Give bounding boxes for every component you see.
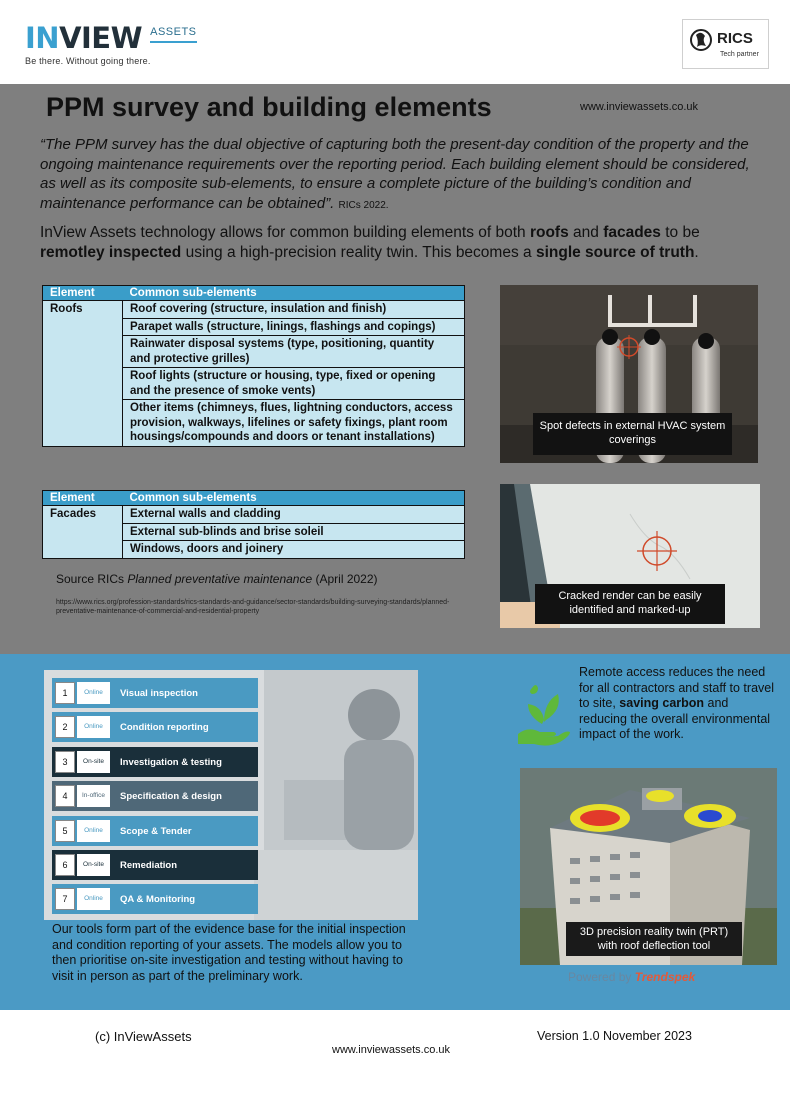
footer-version: Version 1.0 November 2023 [537,1029,692,1043]
rics-badge [682,19,769,69]
source-citation: Source RICs Planned preventative maintenance (April 2022) [56,572,378,586]
eco-hand-leaf-icon [514,680,574,748]
sub-element-cell: External sub-blinds and brise soleil [123,523,465,541]
element-cell: Roofs [43,301,123,447]
rics-sub: Tech partner [720,51,759,58]
column-header: Common sub-elements [123,286,465,301]
website-link-top[interactable]: www.inviewassets.co.uk [580,101,698,113]
photo-caption: Spot defects in external HVAC system coverings [533,413,732,455]
logo-wordmark: INVIEW [25,21,143,55]
footer-copyright: (c) InViewAssets [95,1029,192,1044]
source-url[interactable]: https://www.rics.org/profession-standards/rics-standards-and-guidance/sector-standards/building-surveying-standards/planned-preventative-maintenance-of-commercial-and-residential-property [56,599,450,615]
process-steps-panel [44,670,418,920]
rics-name: RICS [717,30,753,47]
process-step: 2 Online Condition reporting [52,712,258,742]
table-header-row [43,491,465,506]
column-header: Common sub-elements [123,491,465,506]
page-title: PPM survey and building elements [46,92,492,122]
table-row [43,301,465,319]
process-step: 5 Online Scope & Tender [52,816,258,846]
photo-caption: 3D precision reality twin (PRT) with roof deflection tool [566,922,742,956]
logo-tagline: Be there. Without going there. [25,56,151,66]
sub-element-cell: Rainwater disposal systems (type, positioning, quantity and protective grilles) [123,336,465,368]
process-step: 4 In-office Specification & design [52,781,258,811]
facades-table [42,490,465,559]
rics-emblem-icon [690,28,712,52]
table-header-row [43,286,465,301]
column-header: Element [43,491,123,506]
sub-element-cell: Roof covering (structure, insulation and finish) [123,301,465,319]
sub-element-cell: Parapet walls (structure, linings, flashings and copings) [123,318,465,336]
render-photo [500,484,760,628]
footer-website[interactable]: www.inviewassets.co.uk [332,1044,450,1056]
roofs-table [42,285,465,447]
quote-source: RICs 2022. [338,199,389,211]
process-step: 7 Online QA & Monitoring [52,884,258,914]
rics-quote: “The PPM survey has the dual objective of capturing both the present-day condition of the property and the ongoing maintenance requirements over the reporting period. Each building element should be considered, as well as its composite sub-elements, to ensure a complete picture of the building’s condition and maintenance performance can be obtained”. RICs 2022. [40,136,750,212]
sub-element-cell: External walls and cladding [123,506,465,524]
intro-paragraph: InView Assets technology allows for common building elements of both roofs and facades to be remotley inspected using a high-precision reality twin. This becomes a single source of truth. [40,224,700,261]
element-cell: Facades [43,506,123,559]
sub-element-cell: Other items (chimneys, flues, lightning conductors, access provision, walkways, lifelines or safety fixings, plant room housings/compounds and doors or tenant installations) [123,400,465,447]
trendspek-logo: Trendspek [634,970,696,984]
sub-element-cell: Roof lights (structure or housing, type, fixed or opening and the presence of smoke vents) [123,368,465,400]
powered-by: Powered by Trendspek [568,970,696,984]
hvac-photo [500,285,758,463]
remote-access-paragraph: Remote access reduces the need for all contractors and staff to travel to site, saving carbon and reducing the overall environmental impact of the work. [579,665,775,741]
process-step: 6 On-site Remediation [52,850,258,880]
table-row [43,506,465,524]
inview-logo[interactable] [25,22,197,66]
page-header [0,0,790,84]
tools-paragraph: Our tools form part of the evidence base for the initial inspection and condition reporting of your assets. The models allow you to then prioritise on-site investigation and testing without having to visit in person as part of the preliminary work. [52,922,406,983]
sub-element-cell: Windows, doors and joinery [123,541,465,559]
process-step: 3 On-site Investigation & testing [52,747,258,777]
column-header: Element [43,286,123,301]
process-step: 1 Online Visual inspection [52,678,258,708]
photo-caption: Cracked render can be easily identified and marked-up [535,584,725,624]
logo-assets: ASSETS [150,26,196,43]
prt-model-photo [520,768,777,965]
